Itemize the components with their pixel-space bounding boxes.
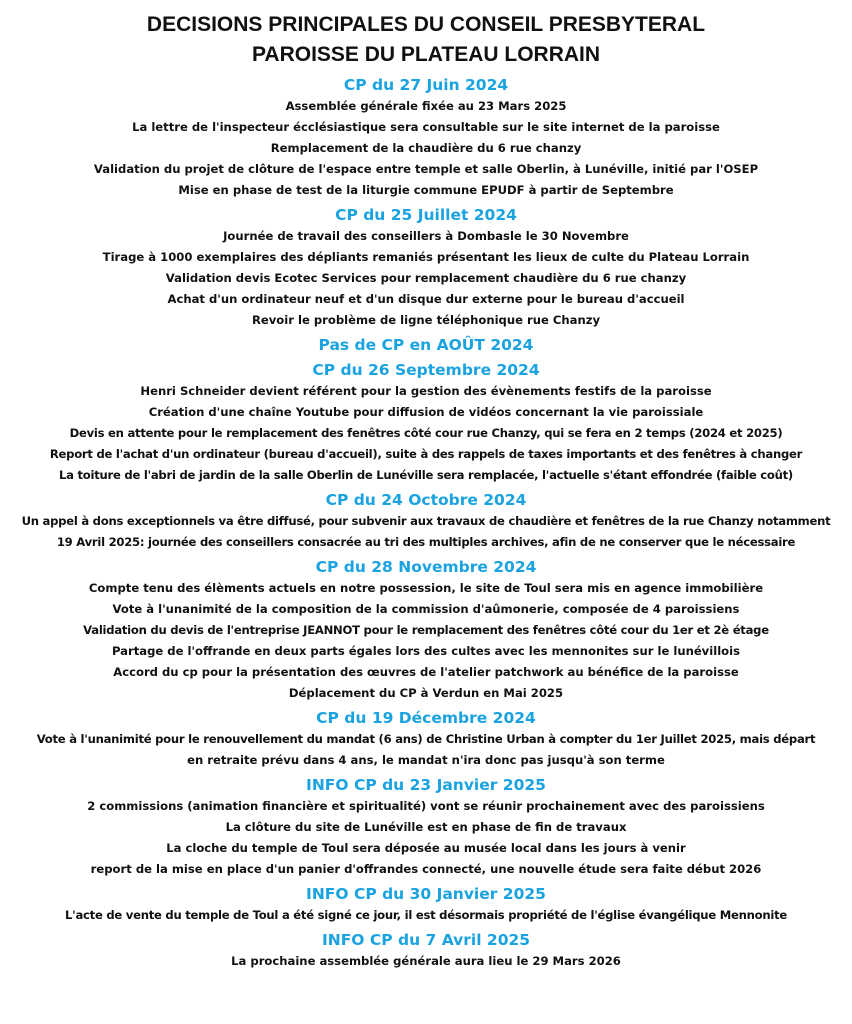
document-title: DECISIONS PRINCIPALES DU CONSEIL PRESBYTERAL bbox=[146, 13, 706, 36]
decision-item: Assemblée générale fixée au 23 Mars 2025 bbox=[285, 99, 567, 113]
section-heading: CP du 28 Novembre 2024 bbox=[315, 558, 537, 576]
section-heading: CP du 27 Juin 2024 bbox=[343, 76, 509, 94]
decision-item: Mise en phase de test de la liturgie commune EPUDF à partir de Septembre bbox=[178, 183, 674, 197]
decision-item: Vote à l'unanimité de la composition de la commission d'aûmonerie, composée de 4 paroissiens bbox=[112, 602, 740, 616]
section bbox=[0, 334, 852, 356]
decision-item: Achat d'un ordinateur neuf et d'un disque dur externe pour le bureau d'accueil bbox=[167, 292, 685, 306]
section-heading: CP du 24 Octobre 2024 bbox=[325, 491, 527, 509]
decision-item: Validation du projet de clôture de l'espace entre temple et salle Oberlin, à Lunéville, initié par l'OSEP bbox=[93, 162, 759, 176]
decision-item: La clôture du site de Lunéville est en phase de fin de travaux bbox=[225, 820, 627, 834]
document-subtitle: PAROISSE DU PLATEAU LORRAIN bbox=[251, 43, 601, 66]
decision-item: Compte tenu des élèments actuels en notre possession, le site de Toul sera mis en agence immobilière bbox=[88, 581, 764, 595]
decision-item: Revoir le problème de ligne téléphonique rue Chanzy bbox=[251, 313, 601, 327]
section bbox=[0, 489, 852, 553]
decision-item: en retraite prévu dans 4 ans, le mandat n'ira donc pas jusqu'à son terme bbox=[187, 753, 665, 767]
section bbox=[0, 359, 852, 486]
decision-item: Déplacement du CP à Verdun en Mai 2025 bbox=[288, 686, 564, 700]
section bbox=[0, 74, 852, 201]
section-heading: INFO CP du 23 Janvier 2025 bbox=[306, 776, 546, 794]
section-heading: INFO CP du 30 Janvier 2025 bbox=[306, 885, 546, 903]
section-heading: CP du 26 Septembre 2024 bbox=[312, 361, 540, 379]
decision-item: La lettre de l'inspecteur écclésiastique sera consultable sur le site internet de la paroisse bbox=[132, 120, 720, 134]
decision-item: Accord du cp pour la présentation des œuvres de l'atelier patchwork au bénéfice de la paroisse bbox=[113, 665, 739, 679]
section bbox=[0, 883, 852, 926]
decision-item: Validation du devis de l'entreprise JEANNOT pour le remplacement des fenêtres côté cour du 1er et 2è étage bbox=[83, 623, 769, 637]
section bbox=[0, 204, 852, 331]
section bbox=[0, 707, 852, 771]
section bbox=[0, 556, 852, 704]
decision-item: 19 Avril 2025: journée des conseillers consacrée au tri des multiples archives, afin de ne conserver que le nécessaire bbox=[56, 535, 796, 549]
decision-item: L'acte de vente du temple de Toul a été signé ce jour, il est désormais propriété de l'église évangélique Mennonite bbox=[65, 908, 787, 922]
decision-item: Remplacement de la chaudière du 6 rue chanzy bbox=[270, 141, 582, 155]
decision-item: Validation devis Ecotec Services pour remplacement chaudière du 6 rue chanzy bbox=[165, 271, 687, 285]
decision-item: La prochaine assemblée générale aura lieu le 29 Mars 2026 bbox=[231, 954, 621, 968]
section-heading: Pas de CP en AOÛT 2024 bbox=[318, 336, 534, 354]
decision-item: Tirage à 1000 exemplaires des dépliants remaniés présentant les lieux de culte du Plateau Lorrain bbox=[102, 250, 750, 264]
section bbox=[0, 929, 852, 972]
decision-item: Partage de l'offrande en deux parts égales lors des cultes avec les mennonites sur le lunévillois bbox=[111, 644, 741, 658]
decision-item: Henri Schneider devient référent pour la gestion des évènements festifs de la paroisse bbox=[140, 384, 712, 398]
decision-item: Vote à l'unanimité pour le renouvellement du mandat (6 ans) de Christine Urban à compter du 1er Juillet 2025, mais départ bbox=[36, 732, 816, 746]
decision-item: Devis en attente pour le remplacement des fenêtres côté cour rue Chanzy, qui se fera en 2 temps (2024 et 2025) bbox=[69, 426, 783, 440]
decision-item: Création d'une chaîne Youtube pour diffusion de vidéos concernant la vie paroissiale bbox=[148, 405, 704, 419]
decision-item: Journée de travail des conseillers à Dombasle le 30 Novembre bbox=[223, 229, 629, 243]
decision-item: Un appel à dons exceptionnels va être diffusé, pour subvenir aux travaux de chaudière et fenêtres de la rue Chanzy notamment bbox=[21, 514, 831, 528]
decision-item: Report de l'achat d'un ordinateur (bureau d'accueil), suite à des rappels de taxes importants et des fenêtres à changer bbox=[49, 447, 803, 461]
decision-item: La toiture de l'abri de jardin de la salle Oberlin de Lunéville sera remplacée, l'actuelle s'étant effondrée (faible coût) bbox=[59, 468, 793, 482]
section-heading: CP du 19 Décembre 2024 bbox=[316, 709, 536, 727]
sections-container bbox=[0, 74, 852, 972]
decision-item: 2 commissions (animation financière et spiritualité) vont se réunir prochainement avec des paroissiens bbox=[87, 799, 765, 813]
decision-item: La cloche du temple de Toul sera déposée au musée local dans les jours à venir bbox=[166, 841, 686, 855]
decision-item: report de la mise en place d'un panier d'offrandes connecté, une nouvelle étude sera faite début 2026 bbox=[90, 862, 762, 876]
section-heading: CP du 25 Juillet 2024 bbox=[335, 206, 517, 224]
section bbox=[0, 774, 852, 880]
section-heading: INFO CP du 7 Avril 2025 bbox=[321, 931, 531, 949]
